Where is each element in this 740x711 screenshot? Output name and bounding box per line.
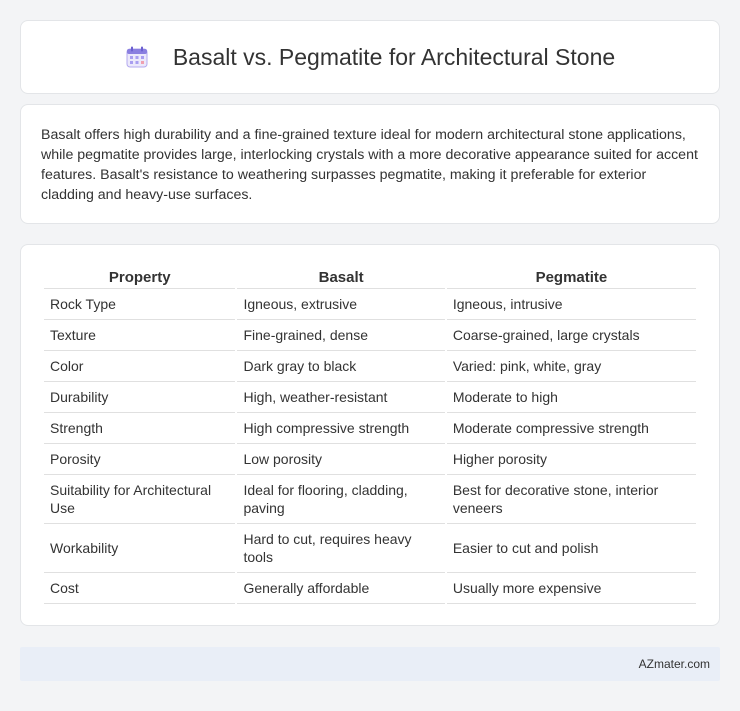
cell-property: Porosity: [44, 444, 235, 475]
cell-property: Cost: [44, 573, 235, 604]
page-title: Basalt vs. Pegmatite for Architectural Stone: [172, 43, 616, 70]
cell-basalt: High, weather-resistant: [237, 382, 444, 413]
table-header-row: [44, 265, 696, 289]
cell-pegmatite: Igneous, intrusive: [447, 289, 696, 320]
cell-basalt: High compressive strength: [237, 413, 444, 444]
cell-pegmatite: Moderate to high: [447, 382, 696, 413]
cell-pegmatite: Higher porosity: [447, 444, 696, 475]
cell-property: Color: [44, 351, 235, 382]
cell-property: Strength: [44, 413, 235, 444]
cell-property: Texture: [44, 320, 235, 351]
cell-pegmatite: Usually more expensive: [447, 573, 696, 604]
cell-pegmatite: Varied: pink, white, gray: [447, 351, 696, 382]
table-row: [44, 573, 696, 604]
cell-basalt: Hard to cut, requires heavy tools: [237, 524, 444, 573]
calendar-icon: [125, 45, 149, 69]
cell-basalt: Ideal for flooring, cladding, paving: [237, 475, 444, 524]
cell-basalt: Generally affordable: [237, 573, 444, 604]
footer-source-link[interactable]: AZmater.com: [638, 657, 710, 671]
summary-card: [20, 104, 720, 224]
cell-basalt: Dark gray to black: [237, 351, 444, 382]
header-basalt: Basalt: [237, 265, 444, 289]
table-row: [44, 382, 696, 413]
header-property: Property: [44, 265, 235, 289]
cell-property: Durability: [44, 382, 235, 413]
table-row: [44, 289, 696, 320]
table-row: [44, 524, 696, 573]
summary-text: Basalt offers high durability and a fine-grained texture ideal for modern architectural stone applications, while pegmatite provides large, interlocking crystals with a more decorative appearance suited for accent features. Basalt's resistance to weathering surpasses pegmatite, making it preferable for exterior cladding and heavy-use surfaces.: [41, 127, 698, 203]
footer: [20, 647, 720, 681]
header-pegmatite: Pegmatite: [447, 265, 696, 289]
cell-pegmatite: Best for decorative stone, interior veneers: [447, 475, 696, 524]
table-row: [44, 351, 696, 382]
cell-property: Rock Type: [44, 289, 235, 320]
comparison-table: [42, 265, 698, 604]
comparison-table-card: [20, 244, 720, 626]
table-row: [44, 444, 696, 475]
table-row: [44, 413, 696, 444]
cell-pegmatite: Coarse-grained, large crystals: [447, 320, 696, 351]
cell-basalt: Igneous, extrusive: [237, 289, 444, 320]
table-row: [44, 475, 696, 524]
cell-basalt: Low porosity: [237, 444, 444, 475]
title-card: [20, 20, 720, 94]
cell-property: Suitability for Architectural Use: [44, 475, 235, 524]
table-row: [44, 320, 696, 351]
cell-pegmatite: Moderate compressive strength: [447, 413, 696, 444]
cell-basalt: Fine-grained, dense: [237, 320, 444, 351]
cell-property: Workability: [44, 524, 235, 573]
cell-pegmatite: Easier to cut and polish: [447, 524, 696, 573]
